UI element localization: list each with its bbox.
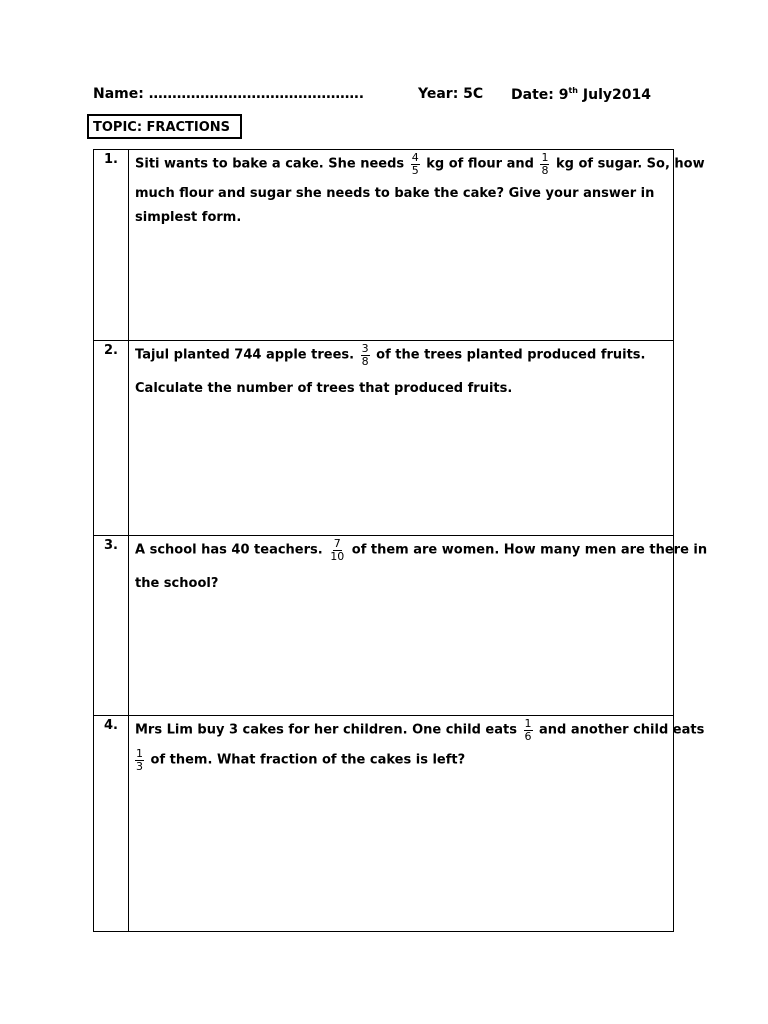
question-row-4 [94,716,674,932]
topic-box: TOPIC: FRACTIONS [87,114,242,139]
question-row-1 [94,150,674,341]
fraction [540,152,549,176]
question-text [129,536,708,716]
question-number: 4. [94,716,129,932]
numerator: 3 [361,342,369,355]
text-line: the school? [135,576,219,592]
text-part: A school has 40 teachers. [135,542,323,558]
text-line [135,717,705,743]
text-part: Siti wants to bake a cake. She needs [135,156,405,172]
text-part: kg of sugar. So, how [555,156,705,172]
numerator: 1 [136,747,143,761]
text-part: kg of flour and [426,156,534,172]
text-part: Tajul planted 744 apple trees. [135,347,355,363]
denominator: 10 [330,549,345,563]
denominator: 8 [541,163,549,177]
date-label [511,86,651,103]
denominator: 5 [411,163,419,177]
text-line [135,537,708,563]
denominator: 6 [524,729,532,743]
text-part: and another child eats [539,722,705,738]
question-number: 3. [94,536,129,716]
text-line: much flour and sugar she needs to bake the cake? Give your answer in [135,186,655,202]
text-line: Calculate the number of trees that produced fruits. [135,381,513,397]
name-field-label: Name: ………………………………………. [93,86,365,102]
question-text [129,150,705,341]
fraction [524,718,533,742]
text-line [135,343,667,367]
question-number: 2. [94,341,129,536]
numerator: 1 [524,717,532,730]
text-line [135,151,705,177]
fraction [135,748,144,772]
questions-table [93,149,708,932]
text-line [135,748,667,772]
text-part: of them. What fraction of the cakes is left? [150,752,466,768]
denominator: 3 [136,759,143,773]
fraction [411,152,420,176]
date-suffix: July2014 [578,87,651,103]
date-prefix: Date: 9 [511,87,569,103]
fraction [361,343,370,367]
question-row-2 [94,341,674,536]
fraction [329,538,345,562]
question-row-3 [94,536,674,716]
worksheet-header [93,86,673,108]
denominator: 8 [361,354,369,368]
question-text [129,716,705,932]
text-part: of the trees planted produced fruits. [376,347,646,363]
question-text [129,341,674,536]
text-line: simplest form. [135,210,242,226]
numerator: 4 [411,151,419,164]
text-part: of them are women. How many men are there in [351,542,708,558]
text-part: Mrs Lim buy 3 cakes for her children. One child eats [135,722,517,738]
numerator: 7 [333,537,341,550]
numerator: 1 [541,151,549,164]
date-ordinal: th [568,86,579,95]
question-number: 1. [94,150,129,341]
year-label: Year: 5C [418,86,484,102]
